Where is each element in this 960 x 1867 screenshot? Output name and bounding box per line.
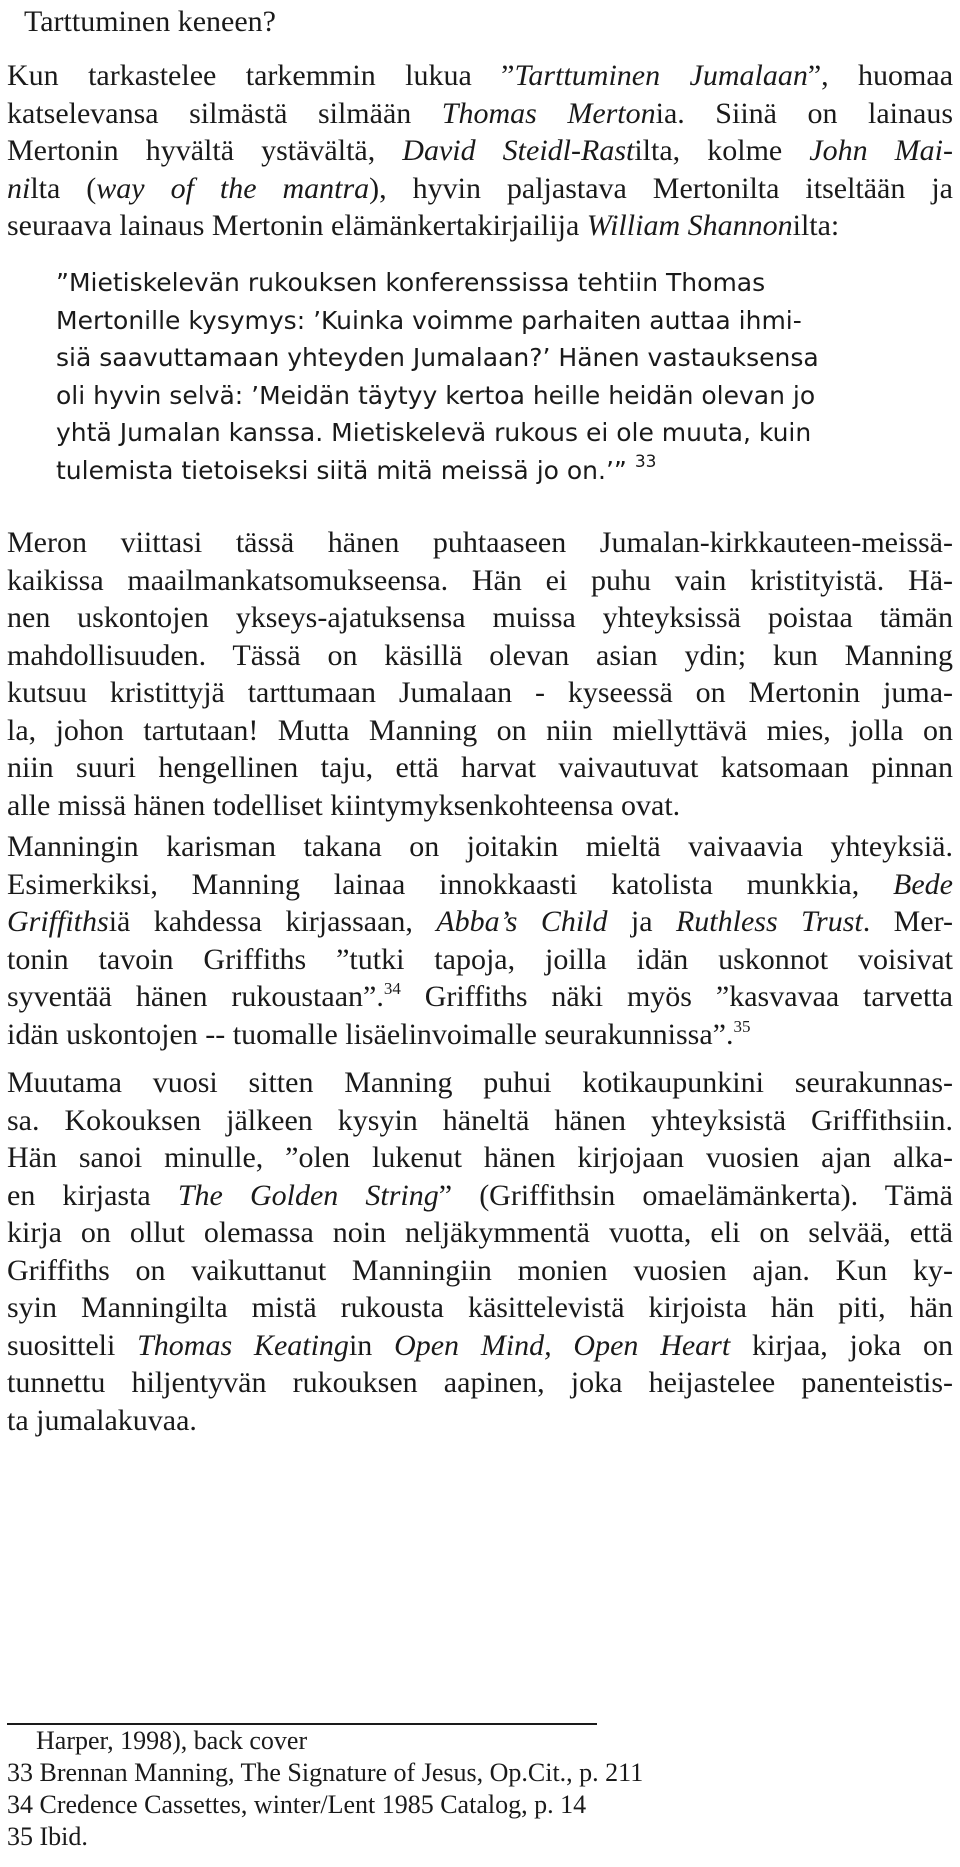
text-line: Mertonin hyvältä ystävältä, David Steidl-Rastilta, kolme John Mai- xyxy=(7,134,953,167)
book-title: Tarttuminen Jumalaan xyxy=(514,59,808,92)
text-line: nen uskontojen ykseys-ajatuksensa muissa yhteyksissä poistaa tämän xyxy=(7,601,953,634)
text-line: suositteli Thomas Keatingin Open Mind, Open Heart kirjaa, joka on xyxy=(7,1328,953,1362)
text-line: Meron viittasi tässä hänen puhtaaseen Jumalan-kirkkauteen-meissä- xyxy=(7,526,953,559)
footnote-ref: 33 xyxy=(634,451,657,472)
person-name: Griffiths xyxy=(7,905,109,938)
text-line: sa. Kokouksen jälkeen kysyin häneltä hänen yhteyksistä Griffithsiin. xyxy=(7,1103,953,1137)
text-line: kutsuu kristittyjä tarttumaan Jumalaan - kyseessä on Mertonin juma- xyxy=(7,676,953,709)
quote-line: Mertonille kysymys: ’Kuinka voimme parhaiten auttaa ihmi- xyxy=(56,305,802,335)
text-line: ta jumalakuvaa. xyxy=(7,1403,197,1437)
quote-line: tulemista tietoiseksi siitä mitä meissä jo on.’” $^{33}$ xyxy=(56,451,657,485)
text-line: niin suuri hengellinen taju, että harvat vaivautuvat katsomaan pinnan xyxy=(7,751,953,784)
text-line: alle missä hänen todelliset kiintymyksenkohteensa ovat. xyxy=(7,788,681,822)
person-name: William Shannon xyxy=(586,209,793,242)
text-line: Manningin karisman takana on joitakin mieltä vaivaavia yhteyksiä. xyxy=(7,830,953,863)
quote-line: siä saavuttamaan yhteyden Jumalaan?’ Hänen vastauksensa xyxy=(56,343,819,372)
footnote-divider xyxy=(7,1723,597,1725)
text-line: Muutama vuosi sitten Manning puhui kotikaupunkini seurakunnas- xyxy=(7,1066,953,1099)
paragraph-manning xyxy=(7,1064,953,1439)
person-name: Thomas Merton xyxy=(441,96,656,130)
text-line: Kun tarkastelee tarkemmin lukua ”Tarttuminen Jumalaan”, huomaa xyxy=(7,59,954,92)
text-line: Hän sanoi minulle, ”olen lukenut hänen kirjojaan vuosien ajan alka- xyxy=(7,1141,953,1174)
book-title: Ruthless Trust xyxy=(675,905,863,938)
text-line: tunnettu hiljentyvän rukouksen aapinen, joka heijastelee panenteistis- xyxy=(7,1366,953,1399)
paragraph-intro xyxy=(7,57,953,245)
text-line: tonin tavoin Griffiths ”tutki tapoja, joilla idän uskonnot voisivat xyxy=(7,942,953,976)
person-name: Thomas Keating xyxy=(137,1328,349,1362)
book-title: The Golden String xyxy=(177,1178,439,1212)
person-name: Bede xyxy=(893,867,953,901)
text-line: Griffiths on vaikuttanut Manningiin monien vuosien ajan. Kun ky- xyxy=(7,1253,953,1287)
person-name: David Steidl-Rast xyxy=(402,134,635,167)
footnote-ref: 34 xyxy=(383,979,401,998)
footnote-continuation: Harper, 1998), back cover xyxy=(36,1726,308,1755)
quote-line: ”Mietiskelevän rukouksen konferenssissa tehtiin Thomas xyxy=(56,268,766,297)
book-title: way of the mantra xyxy=(96,171,370,205)
quote-line: oli hyvin selvä: ’Meidän täytyy kertoa heille heidän olevan jo xyxy=(56,380,816,410)
book-title: Abba’s Child xyxy=(436,905,608,938)
footnote-35: 35 Ibid. xyxy=(7,1822,88,1851)
text-line: mahdollisuuden. Tässä on käsillä olevan asian ydin; kun Manning xyxy=(7,638,953,672)
person-name: ni xyxy=(7,171,31,205)
section-heading: Tarttuminen keneen? xyxy=(24,5,276,38)
paragraph-merton xyxy=(7,524,953,824)
text-line: kaikissa maailmankatsomukseensa. Hän ei puhu vain kristityistä. Hä- xyxy=(7,563,953,597)
text-line: kirja on ollut olemassa noin neljäkymmentä vuotta, eli on selvää, että xyxy=(7,1216,953,1249)
text-line: Griffithsiä kahdessa kirjassaan, Abba’s Child ja Ruthless Trust. Mer- xyxy=(7,905,954,938)
text-line: idän uskontojen -- tuomalle lisäelinvoimalle seurakunnissa”.$^{35}$ xyxy=(7,1016,751,1051)
person-name: John Mai- xyxy=(809,134,953,167)
text-line: la, johon tartutaan! Mutta Manning on niin miellyttävä mies, jolla on xyxy=(7,713,953,747)
text-line: en kirjasta The Golden String” (Griffithsin omaelämänkerta). Tämä xyxy=(7,1178,953,1212)
text-line: syventää hänen rukoustaan”.$^{34}$ Griffiths näki myös ”kasvavaa tarvetta xyxy=(7,979,953,1013)
block-quote xyxy=(56,264,906,489)
paragraph-karisma xyxy=(7,828,953,1053)
text-line: katselevansa silmästä silmään Thomas Mertonia. Siinä on lainaus xyxy=(7,96,953,130)
text-line: seuraava lainaus Mertonin elämänkertakirjailija William Shannonilta: xyxy=(7,209,840,242)
footnote-33: 33 Brennan Manning, The Signature of Jesus, Op.Cit., p. 211 xyxy=(7,1758,644,1787)
text-line: nilta (way of the mantra), hyvin paljastava Mertonilta itseltään ja xyxy=(7,171,953,205)
book-title: Open Mind, Open Heart xyxy=(394,1328,731,1362)
footnote-34: 34 Credence Cassettes, winter/Lent 1985 Catalog, p. 14 xyxy=(7,1790,587,1819)
text-line: Esimerkiksi, Manning lainaa innokkaasti katolista munkkia, Bede xyxy=(7,867,953,901)
footnote-ref: 35 xyxy=(733,1016,751,1036)
text-line: syin Manningilta mistä rukousta käsittelevistä kirjoista hän piti, hän xyxy=(7,1291,953,1324)
quote-line: yhtä Jumalan kanssa. Mietiskelevä rukous ei ole muuta, kuin xyxy=(56,418,812,447)
